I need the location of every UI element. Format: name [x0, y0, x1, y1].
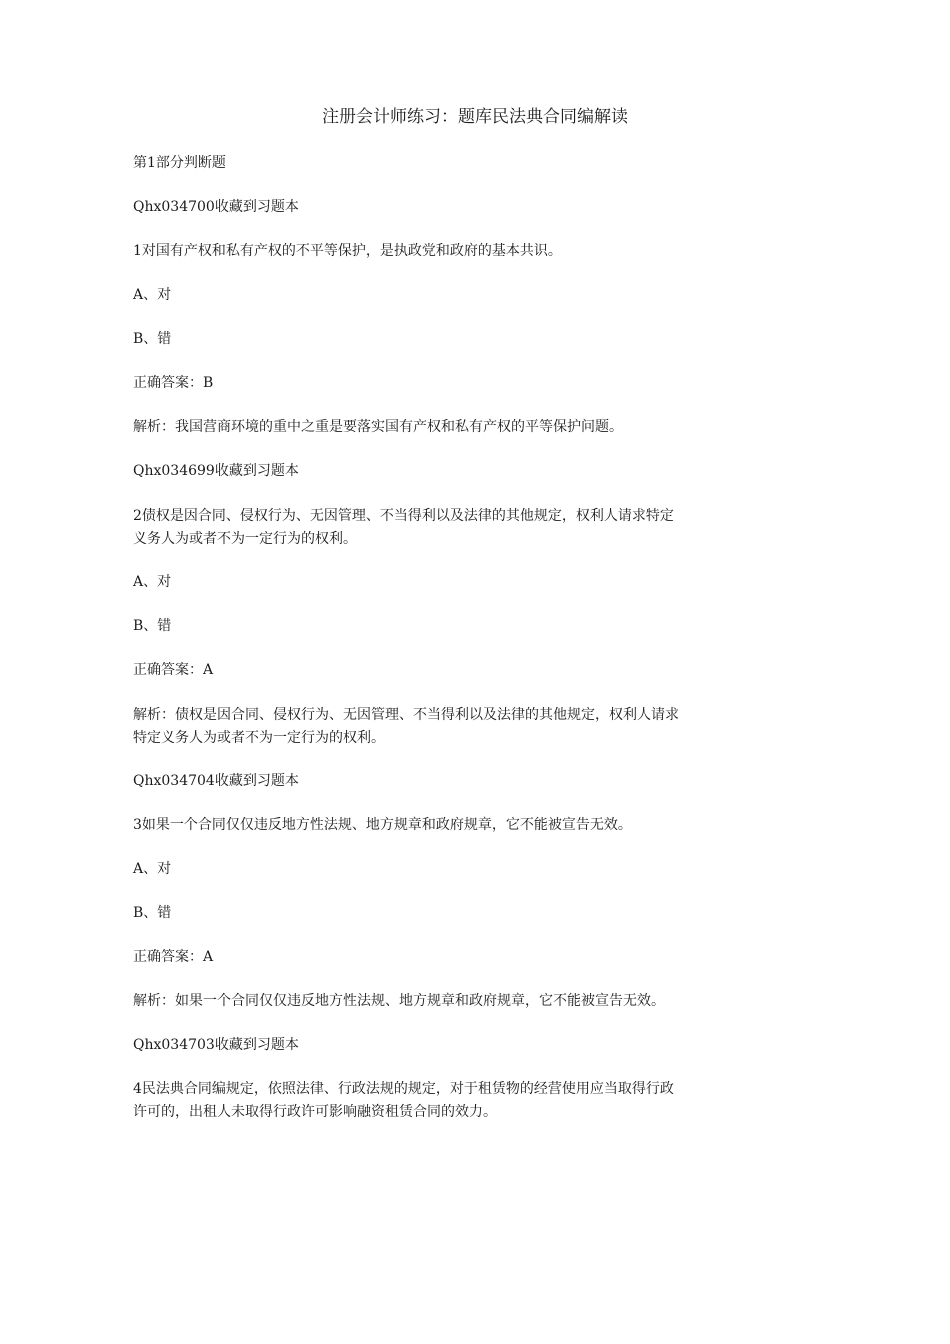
question-text-continued: 许可的，出租人未取得行政许可影响融资租赁合同的效力。 [133, 1104, 497, 1120]
question-text: 1对国有产权和私有产权的不平等保护，是执政党和政府的基本共识。 [133, 243, 562, 259]
analysis-text: 解析：债权是因合同、侵权行为、无因管理、不当得利以及法律的其他规定，权利人请求 [133, 707, 679, 723]
question-code: Qhx034704收藏到习题本 [133, 773, 299, 789]
analysis-text-continued: 特定义务人为或者不为一定行为的权利。 [133, 730, 385, 746]
question-code: Qhx034703收藏到习题本 [133, 1037, 299, 1053]
correct-answer: 正确答案：A [133, 949, 214, 965]
question-code: Qhx034700收藏到习题本 [133, 199, 299, 215]
option-b: B、错 [133, 618, 172, 634]
question-text: 4民法典合同编规定，依照法律、行政法规的规定，对于租赁物的经营使用应当取得行政 [133, 1081, 674, 1097]
document-title: 注册会计师练习：题库民法典合同编解读 [322, 107, 628, 127]
option-a: A、对 [133, 861, 172, 877]
question-code: Qhx034699收藏到习题本 [133, 463, 299, 479]
question-text: 2债权是因合同、侵权行为、无因管理、不当得利以及法律的其他规定，权利人请求特定 [133, 508, 674, 524]
option-a: A、对 [133, 574, 172, 590]
analysis-text: 解析：我国营商环境的重中之重是要落实国有产权和私有产权的平等保护问题。 [133, 419, 623, 435]
correct-answer: 正确答案：A [133, 662, 214, 678]
correct-answer: 正确答案：B [133, 375, 214, 391]
question-text: 3如果一个合同仅仅违反地方性法规、地方规章和政府规章，它不能被宣告无效。 [133, 817, 632, 833]
option-b: B、错 [133, 905, 172, 921]
section-heading: 第1部分判断题 [133, 155, 226, 171]
option-b: B、错 [133, 331, 172, 347]
option-a: A、对 [133, 287, 172, 303]
analysis-text: 解析：如果一个合同仅仅违反地方性法规、地方规章和政府规章，它不能被宣告无效。 [133, 993, 665, 1009]
question-text-continued: 义务人为或者不为一定行为的权利。 [133, 531, 357, 547]
